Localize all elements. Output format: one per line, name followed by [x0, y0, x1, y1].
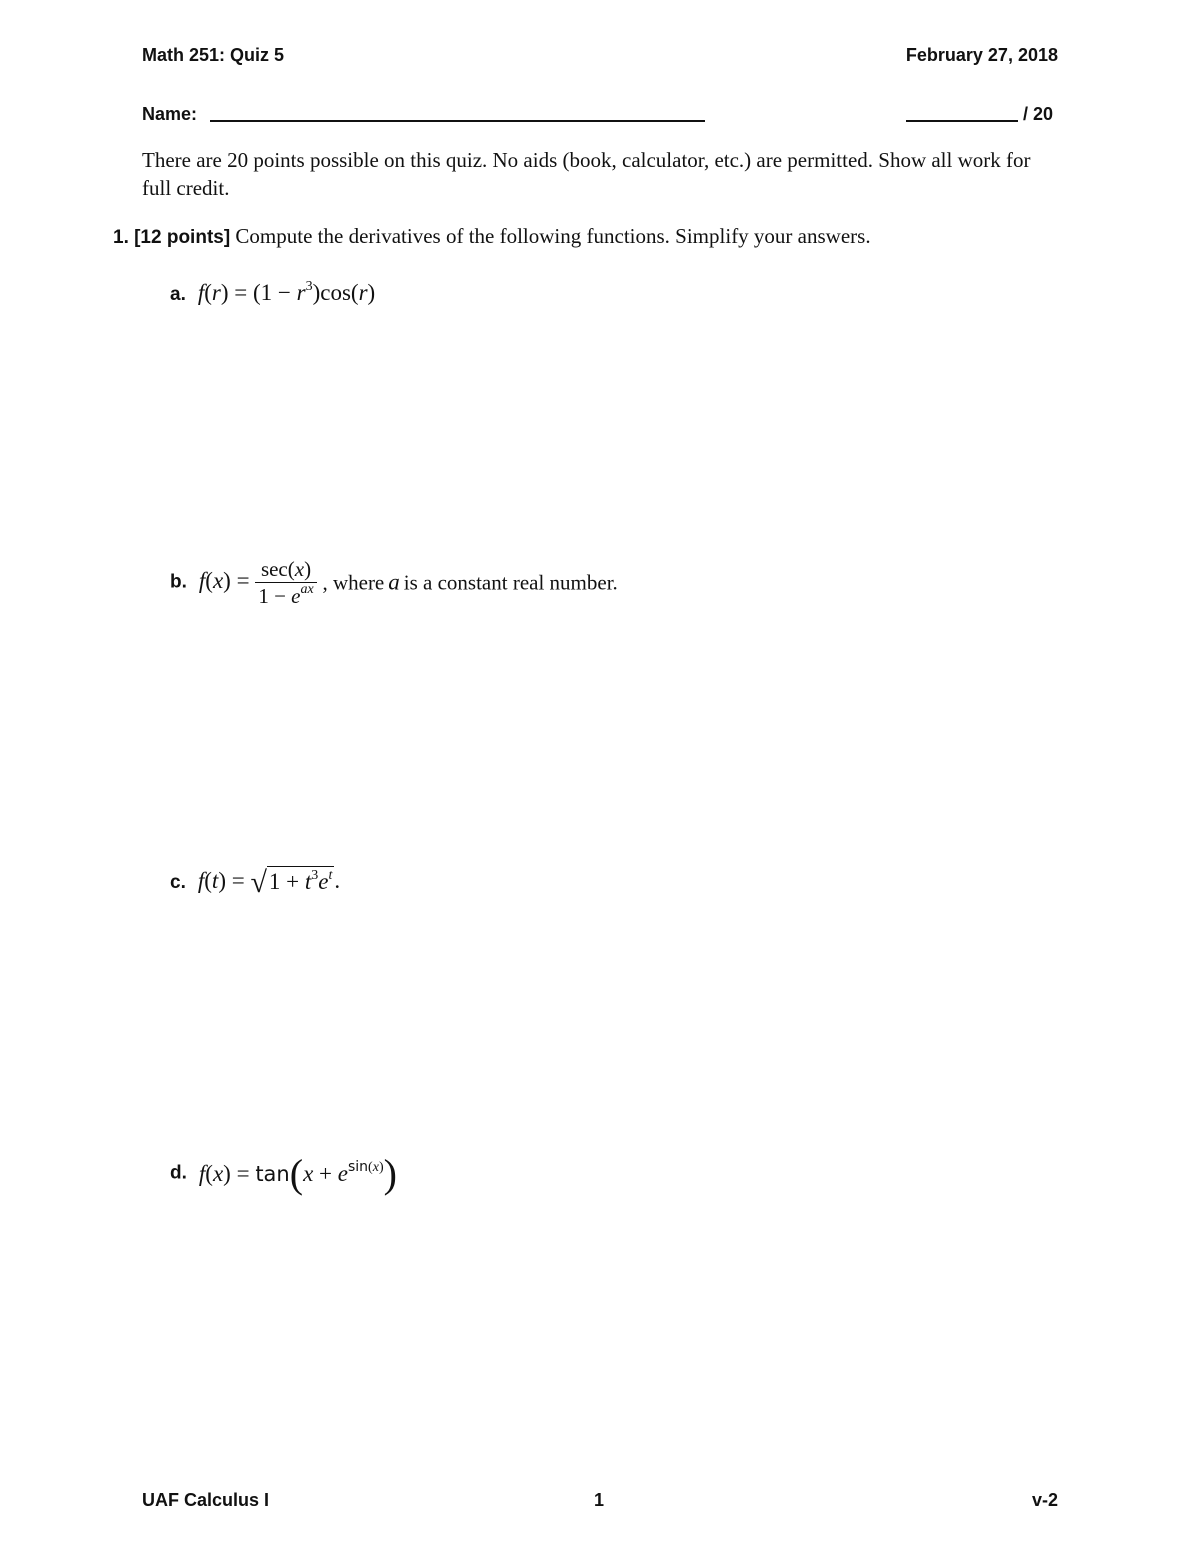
footer-course: UAF Calculus I: [142, 1490, 270, 1510]
part-c: [170, 866, 340, 900]
part-c-formula: $f(t) = √1 + t^3e^t$.: [197, 866, 341, 899]
part-d-label: d.: [170, 1162, 187, 1184]
part-b: [170, 557, 618, 608]
part-b-suffix: , where: [322, 570, 385, 595]
version-label: v-2: [1031, 1490, 1058, 1510]
part-b-variable: a: [388, 569, 400, 595]
part-b-fraction: $\frac{\sec(x)}{1 - e^{ax}}$: [255, 557, 316, 608]
name-label: Name:: [142, 104, 198, 124]
part-d: [170, 1150, 397, 1197]
quiz-date: February 27, 2018: [905, 45, 1058, 65]
score-total: / 20: [1023, 104, 1054, 124]
course-title: Math 251: Quiz 5: [142, 45, 285, 65]
part-b-formula: f(x) = $\frac{\sec(x)}{1 - e^{ax}}$: [199, 568, 323, 593]
part-d-formula: $f(x) = \tan(x + e^{sin(x)})$: [198, 1151, 397, 1196]
page-number: 1: [594, 1490, 605, 1510]
score-blank-line[interactable]: [906, 120, 1018, 122]
question-points: [12 points]: [134, 227, 231, 248]
part-c-radical: $√1 + t^3e^t$: [250, 866, 333, 899]
part-a-formula: $f(r) = (1 - r^3)\cos(r)$: [197, 279, 376, 305]
question-prompt: Compute the derivatives of the following functions. Simplify your answers.: [235, 224, 871, 248]
part-a: [170, 280, 375, 306]
part-a-label: a.: [170, 284, 186, 305]
question-number: 1.: [113, 227, 129, 248]
question-1-heading: [113, 222, 871, 252]
part-c-label: c.: [170, 872, 186, 893]
part-b-label: b.: [170, 571, 187, 593]
name-blank-line[interactable]: [210, 120, 705, 122]
instructions: There are 20 points possible on this quiz. No aids (book, calculator, etc.) are permitted. Show all work for full credit.: [142, 148, 1031, 200]
part-b-tail: is a constant real number.: [403, 570, 618, 595]
